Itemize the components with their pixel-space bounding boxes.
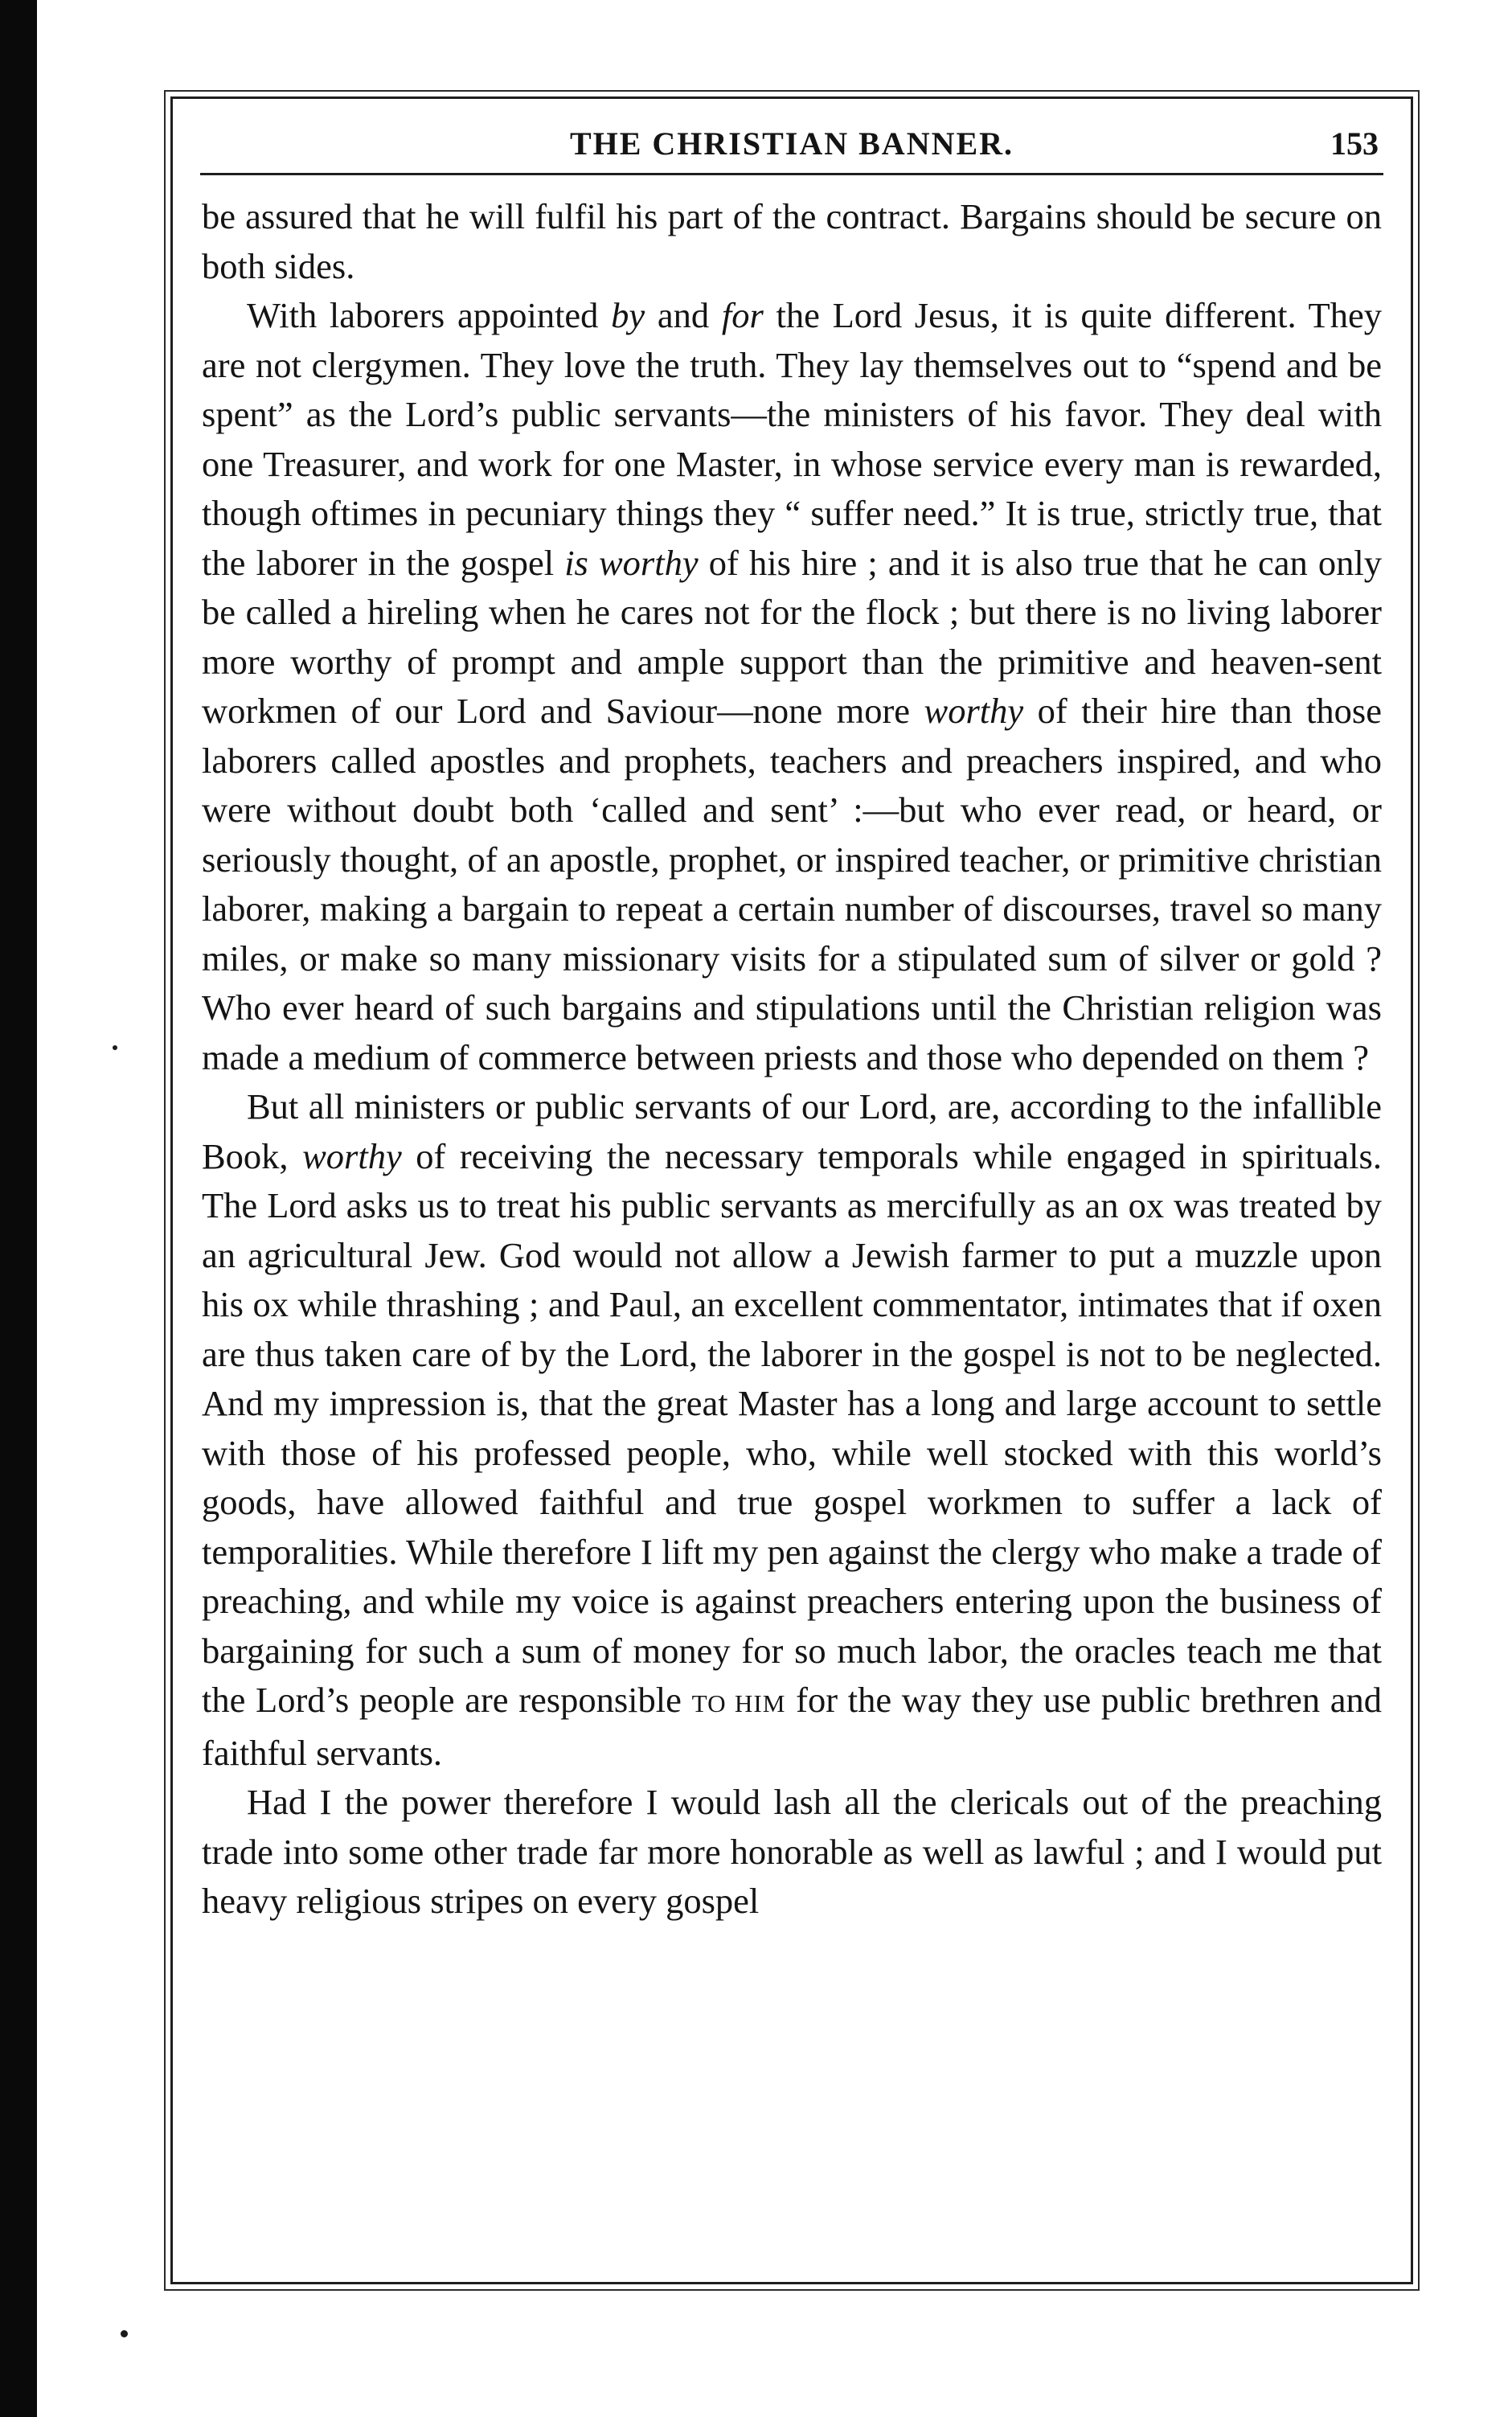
text-segment: of their hire than those laborers called apostles and prophets, teachers and preachers inspired, and who were without doubt both ‘called and sent’ :—but who ever read, or heard, or seriously thought, of an apostle, prophet, or inspired teacher, or primitive christian laborer, making a bargain to repeat a certain number of discourses, travel so many miles, or make so many missionary visits for a stipulated sum of silver or gold ? Who ever heard of such bargains and stipulations until the Christian religion was made a medium of commerce between priests and those who depended on them ? bbox=[202, 691, 1382, 1077]
text-segment: of receiving the necessary temporals while engaged in spirituals. The Lord asks us to treat his public servants as mercifully as an ox was treated by an agricultural Jew. God would not allow a Jewish farmer to put a muzzle upon his ox while thrashing ; and Paul, an excellent commentator, intimates that if oxen are thus taken care of by the Lord, the laborer in the gospel is not to be neglected. And my impression is, that the great Master has a long and large account to settle with those of his professed people, who, while well stocked with this world’s goods, have allowed faithful and true gospel workmen to suffer a lack of temporalities. While therefore I lift my pen against the clergy who make a trade of preaching, and while my voice is against preachers entering upon the business of bargaining for such a sum of money for so much labor, the oracles teach me that the Lord’s people are responsible bbox=[202, 1135, 1382, 1720]
italic-segment: worthy bbox=[302, 1135, 402, 1176]
italic-segment: is worthy bbox=[564, 542, 699, 583]
paragraph-2 bbox=[202, 291, 1382, 1082]
text-segment: With laborers appointed bbox=[247, 295, 612, 335]
body-text bbox=[202, 192, 1382, 1927]
italic-segment: worthy bbox=[924, 691, 1024, 731]
page-number: 153 bbox=[1330, 125, 1379, 162]
running-title: THE CHRISTIAN BANNER. bbox=[569, 125, 1014, 162]
paragraph-4 bbox=[202, 1778, 1382, 1927]
binding-edge bbox=[0, 0, 37, 2417]
ink-speck bbox=[113, 1045, 117, 1050]
paragraph-3 bbox=[202, 1082, 1382, 1778]
text-segment: and bbox=[645, 295, 722, 335]
text-segment: for the way they use public brethren and faithful servants. bbox=[202, 1680, 1383, 1773]
text-segment: But all ministers or public servants of our Lord, are, according to the infallible Book, bbox=[202, 1086, 1382, 1176]
smallcaps-segment: TO HIM bbox=[691, 1689, 786, 1717]
text-segment: Had I the power therefore I would lash all the clericals out of the preaching trade into some other trade far more honorable as well as lawful ; and I would put heavy religious stripes on every gospel bbox=[202, 1782, 1382, 1921]
text-segment: be assured that he will fulfil his part of the contract. Bargains should be secure on both sides. bbox=[202, 196, 1382, 286]
ink-speck bbox=[121, 2330, 128, 2337]
page-frame bbox=[170, 96, 1413, 2284]
running-header bbox=[200, 121, 1383, 175]
text-segment: of his hire ; and it is also true that he can only be called a hireling when he cares not for the flock ; but there is no living laborer more worthy of prompt and ample support than the primitive and heaven-sent workmen of our Lord and Saviour—none more bbox=[202, 542, 1383, 731]
text-segment: the Lord Jesus, it is quite different. They are not clergymen. They love the truth. They lay themselves out to “spend and be spent” as the Lord’s public servants—the ministers of his favor. They deal with one Treasurer, and work for one Master, in whose service every man is rewarded, though oftimes in pecuniary things they “ suffer need.” It is true, strictly true, that the laborer in the gospel bbox=[202, 295, 1382, 583]
italic-segment: for bbox=[721, 295, 764, 335]
italic-segment: by bbox=[611, 295, 645, 335]
paragraph-1 bbox=[202, 192, 1382, 291]
